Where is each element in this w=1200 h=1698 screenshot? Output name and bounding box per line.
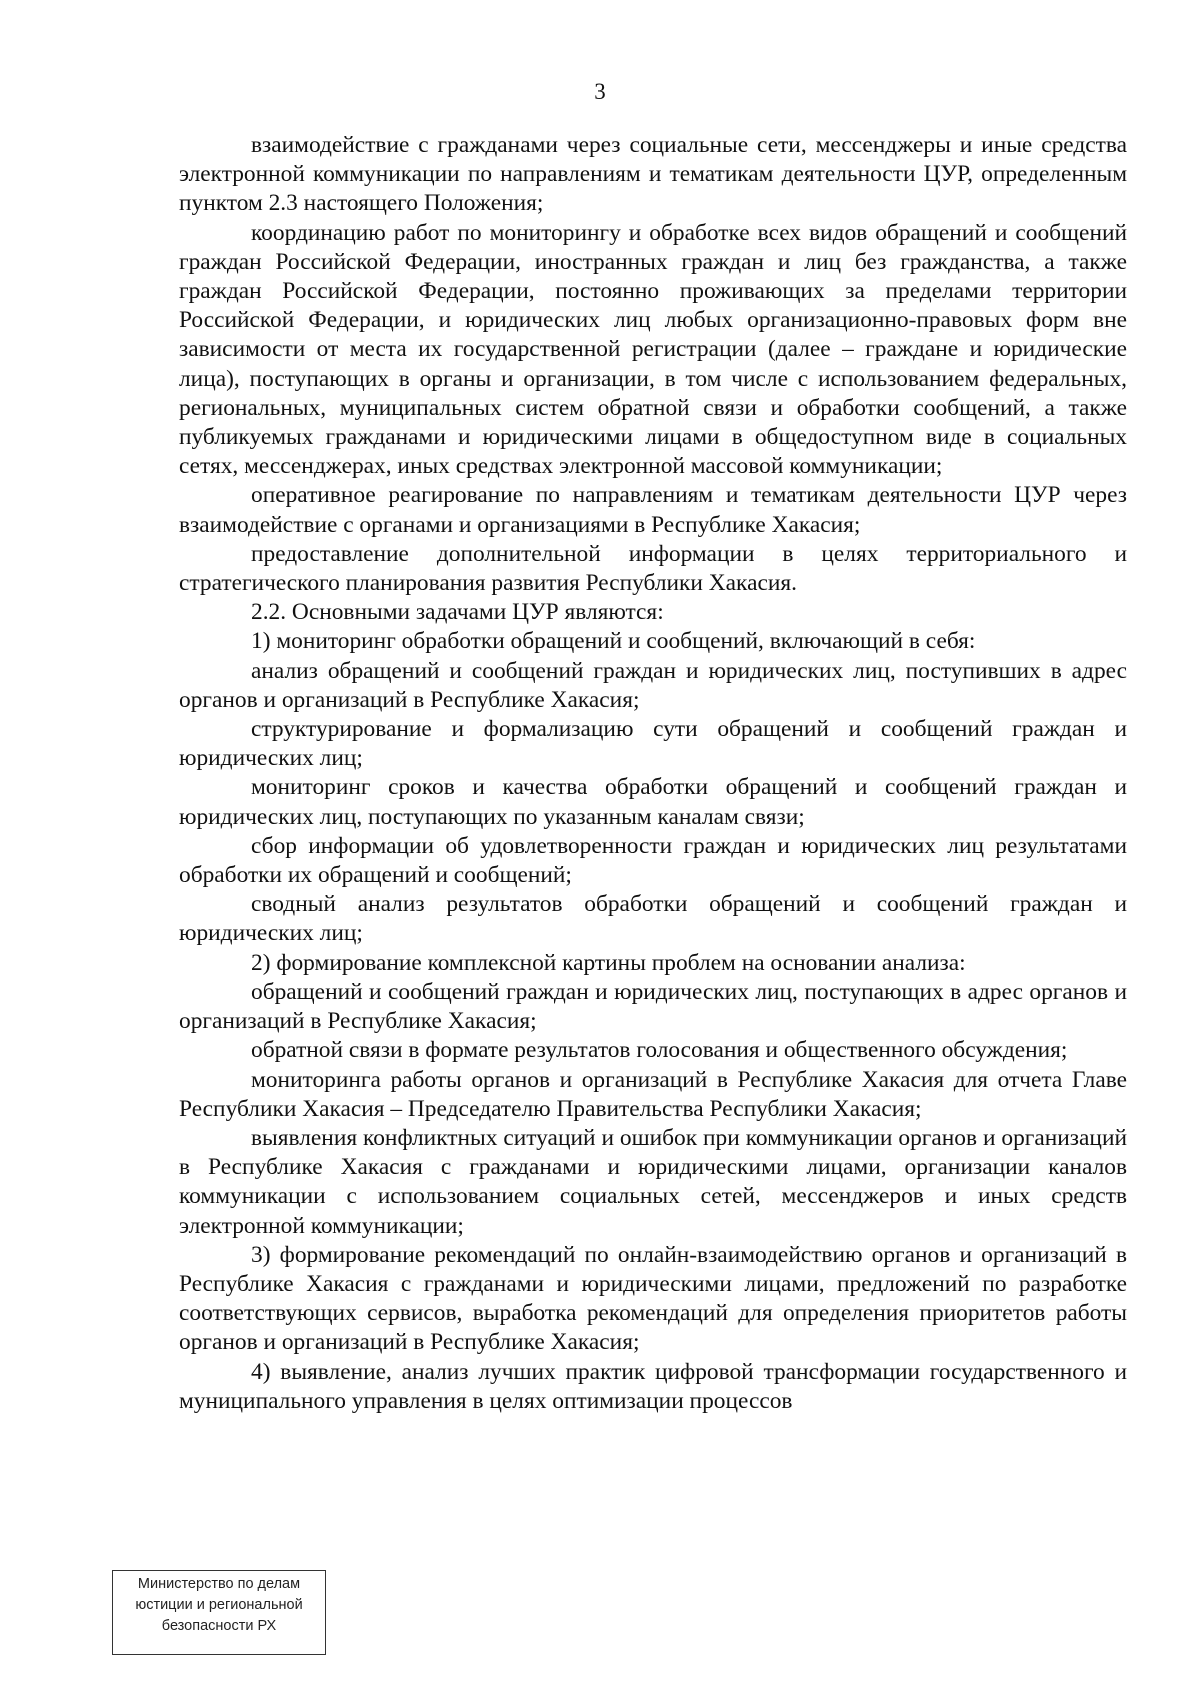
- page-number: 3: [594, 79, 606, 104]
- paragraph: предоставление дополнительной информации в целях территориального и стратегического планирования развития Республики Хакасия.: [179, 540, 1127, 597]
- paragraph: анализ обращений и сообщений граждан и юридических лиц, поступивших в адрес органов и организаций в Республике Хакасия;: [179, 657, 1127, 713]
- paragraph: мониторинга работы органов и организаций в Республике Хакасия для отчета Главе Республики Хакасия – Председателю Правительства Республики Хакасия;: [179, 1066, 1127, 1122]
- paragraph: 2) формирование комплексной картины проблем на основании анализа:: [251, 949, 966, 976]
- paragraph: 3) формирование рекомендаций по онлайн-взаимодействию органов и организаций в Республике Хакасия с гражданами и юридическими лицами, предложений по разработке соответствующих сервисов, выработка рекомендаций для определения приоритетов работы органов и организаций в Республике Хакасия;: [179, 1241, 1127, 1356]
- paragraph: 4) выявление, анализ лучших практик цифровой трансформации государственного и муниципального управления в целях оптимизации процессов: [179, 1358, 1127, 1414]
- stamp-line: Министерство по делам: [137, 1576, 301, 1592]
- stamp-line: юстиции и региональной: [135, 1597, 303, 1613]
- paragraph: координацию работ по мониторингу и обработке всех видов обращений и сообщений граждан Российской Федерации, иностранных граждан и лиц без гражданства, а также граждан Российской Федерации, постоянно проживающих за пределами территории Российской Федерации, и юридических лиц любых организационно-правовых форм вне зависимости от места их государственной регистрации (далее – граждане и юридические лица), поступающих в органы и организации, в том числе с использованием федеральных, региональных, муниципальных систем обратной связи и обработки сообщений, а также публикуемых гражданами и юридическими лицами в общедоступном виде в социальных сетях, мессенджерах, иных средствах электронной массовой коммуникации;: [179, 219, 1127, 480]
- paragraph: сводный анализ результатов обработки обращений и сообщений граждан и юридических лиц;: [179, 891, 1127, 947]
- paragraph: обратной связи в формате результатов голосования и общественного обсуждения;: [251, 1037, 1068, 1064]
- paragraph: взаимодействие с гражданами через социальные сети, мессенджеры и иные средства электронной коммуникации по направлениям и тематикам деятельности ЦУР, определенным пунктом 2.3 настоящего Положения;: [179, 132, 1127, 217]
- paragraph: сбор информации об удовлетворенности граждан и юридических лиц результатами обработки их обращений и сообщений;: [179, 832, 1127, 889]
- document-body: [179, 131, 1127, 1416]
- paragraph: мониторинг сроков и качества обработки обращений и сообщений граждан и юридических лиц, поступающих по указанным каналам связи;: [179, 774, 1127, 830]
- paragraph: оперативное реагирование по направлениям и тематикам деятельности ЦУР через взаимодействие с органами и организациями в Республике Хакасия;: [179, 482, 1127, 538]
- paragraph: обращений и сообщений граждан и юридических лиц, поступающих в адрес органов и организаций в Республике Хакасия;: [179, 978, 1127, 1035]
- stamp-line: безопасности РХ: [161, 1618, 277, 1634]
- paragraph: структурирование и формализацию сути обращений и сообщений граждан и юридических лиц;: [179, 716, 1127, 772]
- paragraph: 1) мониторинг обработки обращений и сообщений, включающий в себя:: [251, 628, 976, 655]
- paragraph: 2.2. Основными задачами ЦУР являются:: [251, 599, 664, 626]
- ministry-stamp: [112, 1570, 326, 1655]
- paragraph: выявления конфликтных ситуаций и ошибок при коммуникации органов и организаций в Республике Хакасия с гражданами и юридическими лицами, организации каналов коммуникации с использованием социальных сетей, мессенджеров и иных средств электронной коммуникации;: [179, 1124, 1127, 1239]
